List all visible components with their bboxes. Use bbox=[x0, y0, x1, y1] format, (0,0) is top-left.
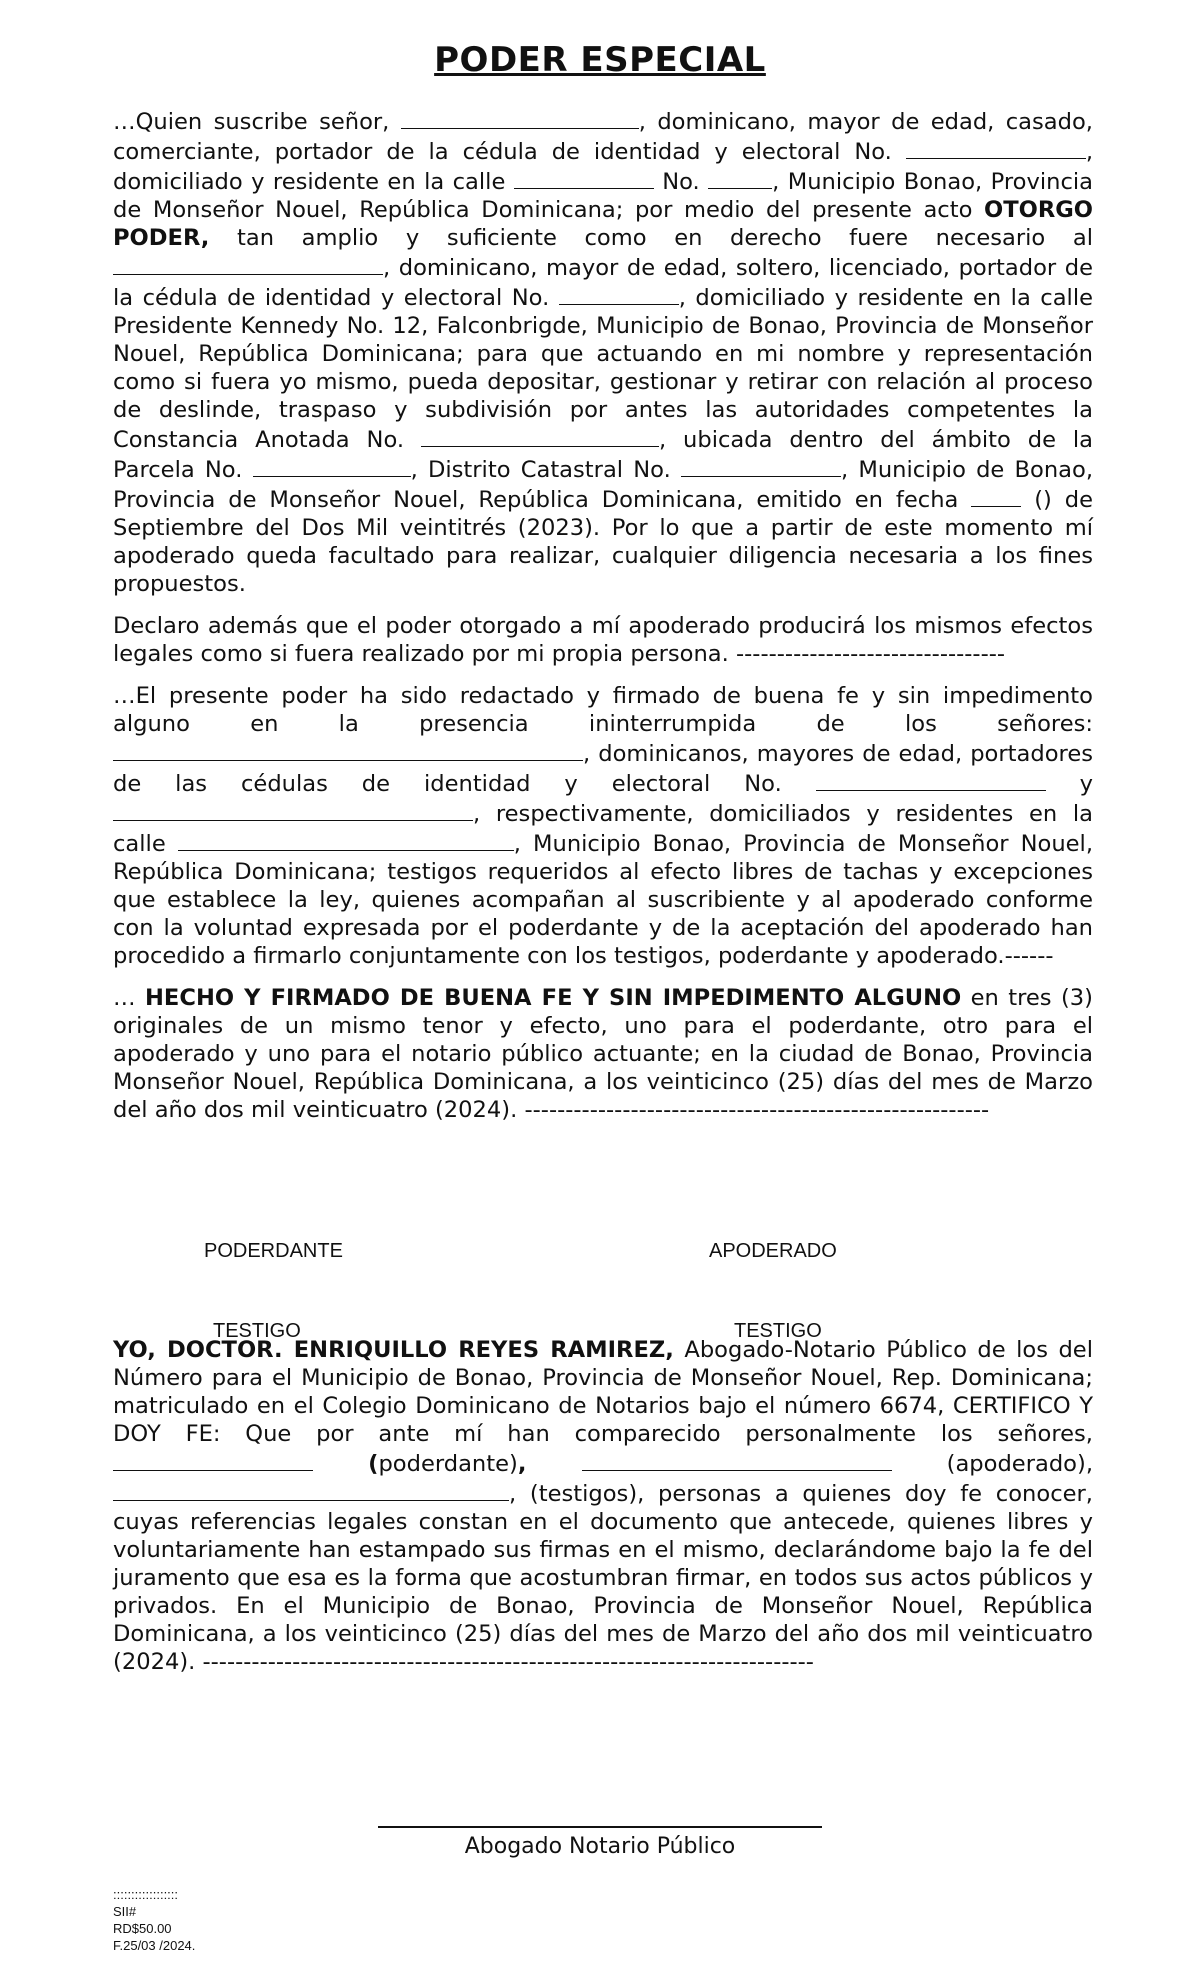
text-run bbox=[313, 1451, 368, 1477]
paragraph-witnesses bbox=[113, 682, 1093, 970]
footer-line: F.25/03 /2024. bbox=[113, 1938, 196, 1953]
text-run: tan amplio y suficiente como en derecho fuere necesario al bbox=[209, 225, 1093, 251]
blank-apoderado-name[interactable] bbox=[582, 1448, 892, 1471]
blank-grantor-name[interactable] bbox=[401, 106, 639, 129]
signature-label-testigo-1: TESTIGO bbox=[213, 1320, 301, 1342]
text-run: , (testigos), personas a quienes doy fe conocer, cuyas referencias legales constan en el documento que antecede, quienes libres y voluntariamente han estampado sus firmas en el mismo, declarándome bajo la fe del juramento que esa es la forma que acostumbran firmar, en todos sus actos públicos y privados. En el Municipio de Bonao, Provincia de Monseñor Nouel, República Dominicana, a los veinticinco (25) días del mes de Marzo del año dos mil veinticuatro (2024). bbox=[113, 1481, 1093, 1675]
text-run: , domiciliado y residente en la calle Presidente Kennedy No. 12, Falconbrigde, Municipio de Bonao, Provincia de Monseñor Nouel, República Dominicana; para que actuando en mi nombre y representación como si fuera yo mismo, pueda depositar, gestionar y retirar con relación al proceso de deslinde, traspaso y subdivisión por antes las autoridades competentes la Constancia Anotada No. bbox=[113, 285, 1093, 453]
text-run: No. bbox=[653, 169, 709, 195]
text-run: Declaro además que el poder otorgado a mí apoderado producirá los mismos efectos legales como si fuera realizado por mi propia persona. bbox=[113, 613, 1093, 667]
text-run: , domiciliado y residente en la calle bbox=[113, 139, 1093, 195]
footer-line: RD$50.00 bbox=[113, 1921, 172, 1936]
text-run: , Municipio Bonao, Provincia de Monseñor Nouel, República Dominicana; por medio del presente acto bbox=[113, 169, 1093, 223]
text-run: , Distrito Catastral No. bbox=[410, 457, 681, 483]
footer-line: SII# bbox=[113, 1904, 137, 1919]
text-run: …El presente poder ha sido redactado y firmado de buena fe y sin impedimento alguno en la presencia ininterrumpida de los señores: bbox=[113, 683, 1093, 737]
text-run: … bbox=[113, 985, 146, 1011]
text-run: …Quien suscribe señor, bbox=[113, 109, 401, 135]
text-run: en tres (3) originales de un mismo tenor y efecto, uno para el poderdante, otro para el apoderado y uno para el notario público actuante; en la ciudad de Bonao, Provincia Monseñor Nouel, República Dominicana, a los veinticinco (25) días del mes de Marzo del año dos mil veinticuatro (2024). bbox=[113, 985, 1093, 1123]
blank-poderdante-name[interactable] bbox=[113, 1448, 313, 1471]
blank-attorney-name[interactable] bbox=[113, 252, 383, 275]
blank-grantor-id[interactable] bbox=[906, 136, 1086, 159]
text-run: , Municipio de Bonao, Provincia de Monseñor Nouel, República Dominicana, emitido en fecha bbox=[113, 457, 1094, 513]
text-run: , dominicanos, mayores de edad, portadores de las cédulas de identidad y electoral No. bbox=[113, 741, 1093, 797]
document-title: PODER ESPECIAL bbox=[434, 40, 766, 80]
bold-hecho-y-firmado: HECHO Y FIRMADO DE BUENA FE Y SIN IMPEDIMENTO ALGUNO bbox=[145, 985, 962, 1011]
blank-witness-names[interactable] bbox=[113, 738, 583, 761]
blank-constancia-number[interactable] bbox=[421, 424, 659, 447]
dash-line: --------------------------------------------------------------------------- bbox=[202, 1649, 814, 1675]
blank-grantor-street[interactable] bbox=[514, 166, 654, 189]
text-run: , ubicada dentro del ámbito de la Parcela No. bbox=[113, 427, 1093, 483]
bold-notary-name: YO, DOCTOR. ENRIQUILLO REYES RAMIREZ, bbox=[113, 1337, 674, 1363]
blank-witness-id-1[interactable] bbox=[816, 768, 1046, 791]
text-run: , dominicano, mayor de edad, casado, comerciante, portador de la cédula de identidad y electoral No. bbox=[113, 109, 1093, 165]
signature-label-apoderado: APODERADO bbox=[709, 1240, 837, 1262]
text-run: , dominicano, mayor de edad, soltero, licenciado, portador de la cédula de identidad y electoral No. bbox=[113, 255, 1093, 311]
footer-line: :::::::::::::::::: bbox=[113, 1887, 179, 1902]
notarial-certification bbox=[113, 1336, 1093, 1676]
blank-witness-id-2[interactable] bbox=[113, 798, 473, 821]
paragraph-declaration bbox=[113, 612, 1093, 668]
text-run: , Municipio Bonao, Provincia de Monseñor Nouel, República Dominicana; testigos requeridos al efecto libres de tachas y excepciones que establece la ley, quienes acompañan al suscribiente y al apoderado conforme con la voluntad expresada por el poderdante y de la aceptación del apoderado han procedido a firmarlo conjuntamente con los testigos, poderdante y apoderado.------ bbox=[113, 831, 1094, 969]
document-body bbox=[113, 106, 1093, 1138]
text-run: , respectivamente, domiciliados y residentes en la calle bbox=[113, 801, 1093, 857]
dash-line: --------------------------------- bbox=[736, 641, 1006, 667]
footer-reference bbox=[113, 1886, 195, 1954]
notary-signature-label: Abogado Notario Público bbox=[464, 1834, 736, 1859]
blank-parcela-number[interactable] bbox=[253, 454, 411, 477]
bold-comma: , bbox=[517, 1451, 527, 1477]
signature-label-testigo-2: TESTIGO bbox=[734, 1320, 822, 1342]
bold-paren: ( bbox=[368, 1451, 379, 1477]
blank-distrito-number[interactable] bbox=[681, 454, 841, 477]
paragraph-grant-of-power bbox=[113, 106, 1093, 598]
signature-label-poderdante: PODERDANTE bbox=[204, 1240, 343, 1262]
blank-witness-street[interactable] bbox=[178, 828, 514, 851]
text-run: y bbox=[1045, 771, 1093, 797]
text-run: Abogado-Notario Público de los del Número para el Municipio de Bonao, Provincia de Monseñor Nouel, Rep. Dominicana; matriculado en el Colegio Dominicano de Notarios bajo el número 6674, CERTIFICO Y DOY FE: Que por ante mí han comparecido personalmente los señores, bbox=[113, 1337, 1093, 1447]
text-run: poderdante) bbox=[378, 1451, 518, 1477]
notary-signature-line bbox=[378, 1826, 822, 1828]
paragraph-signed-in-good-faith bbox=[113, 984, 1093, 1124]
dash-line: --------------------------------------------------------- bbox=[524, 1097, 990, 1123]
text-run: () de Septiembre del Dos Mil veintitrés (2023). Por lo que a partir de este momento mí apoderado queda facultado para realizar, cualquier diligencia necesaria a los fines propuestos. bbox=[113, 487, 1093, 597]
blank-testigos-names[interactable] bbox=[113, 1478, 509, 1501]
blank-attorney-id[interactable] bbox=[559, 282, 679, 305]
bold-otorgo-poder: OTORGO PODER, bbox=[113, 197, 1093, 251]
blank-grantor-number[interactable] bbox=[708, 166, 772, 189]
blank-issue-date[interactable] bbox=[971, 484, 1021, 507]
text-run: (apoderado), bbox=[891, 1451, 1093, 1477]
